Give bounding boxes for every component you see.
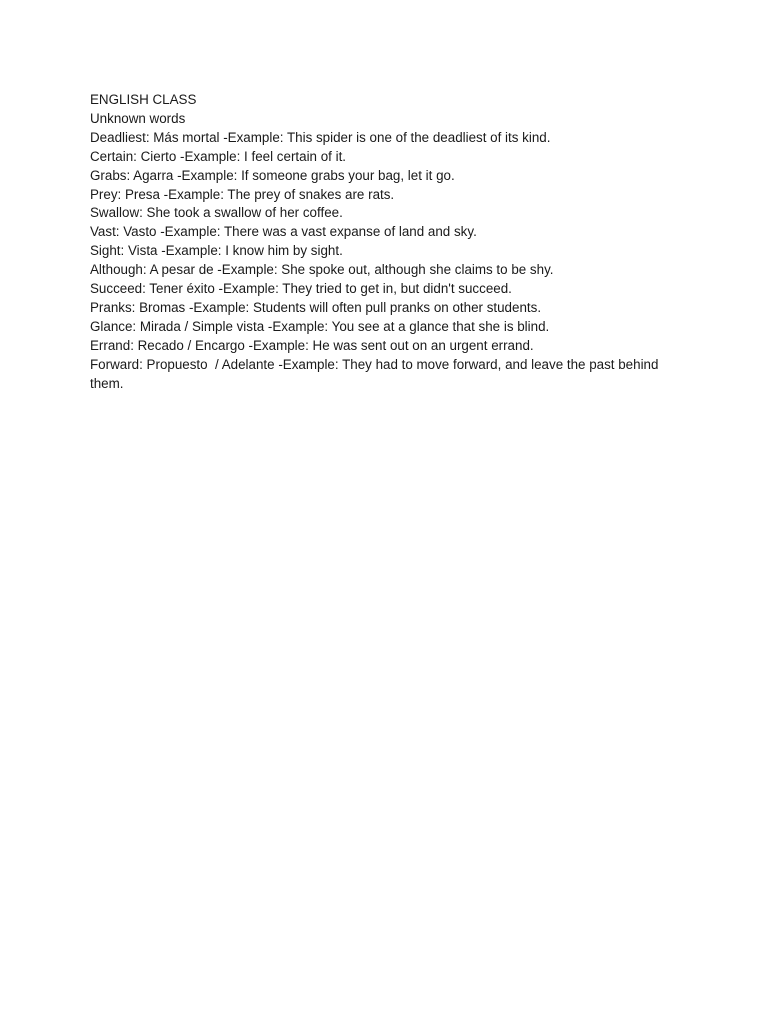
vocab-entry: Grabs: Agarra -Example: If someone grabs your bag, let it go. (90, 167, 455, 183)
vocab-entry: Succeed: Tener éxito -Example: They tried to get in, but didn't succeed. (90, 281, 512, 297)
document-subtitle: Unknown words (90, 110, 186, 126)
vocab-entry: Sight: Vista -Example: I know him by sight. (90, 243, 343, 259)
vocab-entry: Pranks: Bromas -Example: Students will often pull pranks on other students. (90, 299, 542, 315)
vocab-entry: Swallow: She took a swallow of her coffee. (90, 205, 343, 221)
vocab-entry: Prey: Presa -Example: The prey of snakes are rats. (90, 186, 395, 202)
vocab-entry: Glance: Mirada / Simple vista -Example: You see at a glance that she is blind. (90, 318, 550, 334)
document-page (90, 91, 690, 394)
vocab-entry: Errand: Recado / Encargo -Example: He was sent out on an urgent errand. (90, 337, 534, 353)
vocab-entry: Certain: Cierto -Example: I feel certain of it. (90, 148, 347, 164)
vocab-entry: Forward: Propuesto / Adelante -Example: They had to move forward, and leave the past behind them. (90, 356, 663, 391)
vocab-entry: Deadliest: Más mortal -Example: This spider is one of the deadliest of its kind. (90, 129, 551, 145)
vocab-entry: Vast: Vasto -Example: There was a vast expanse of land and sky. (90, 224, 477, 240)
vocab-entry: Although: A pesar de -Example: She spoke out, although she claims to be shy. (90, 262, 554, 278)
document-title: ENGLISH CLASS (90, 92, 197, 107)
